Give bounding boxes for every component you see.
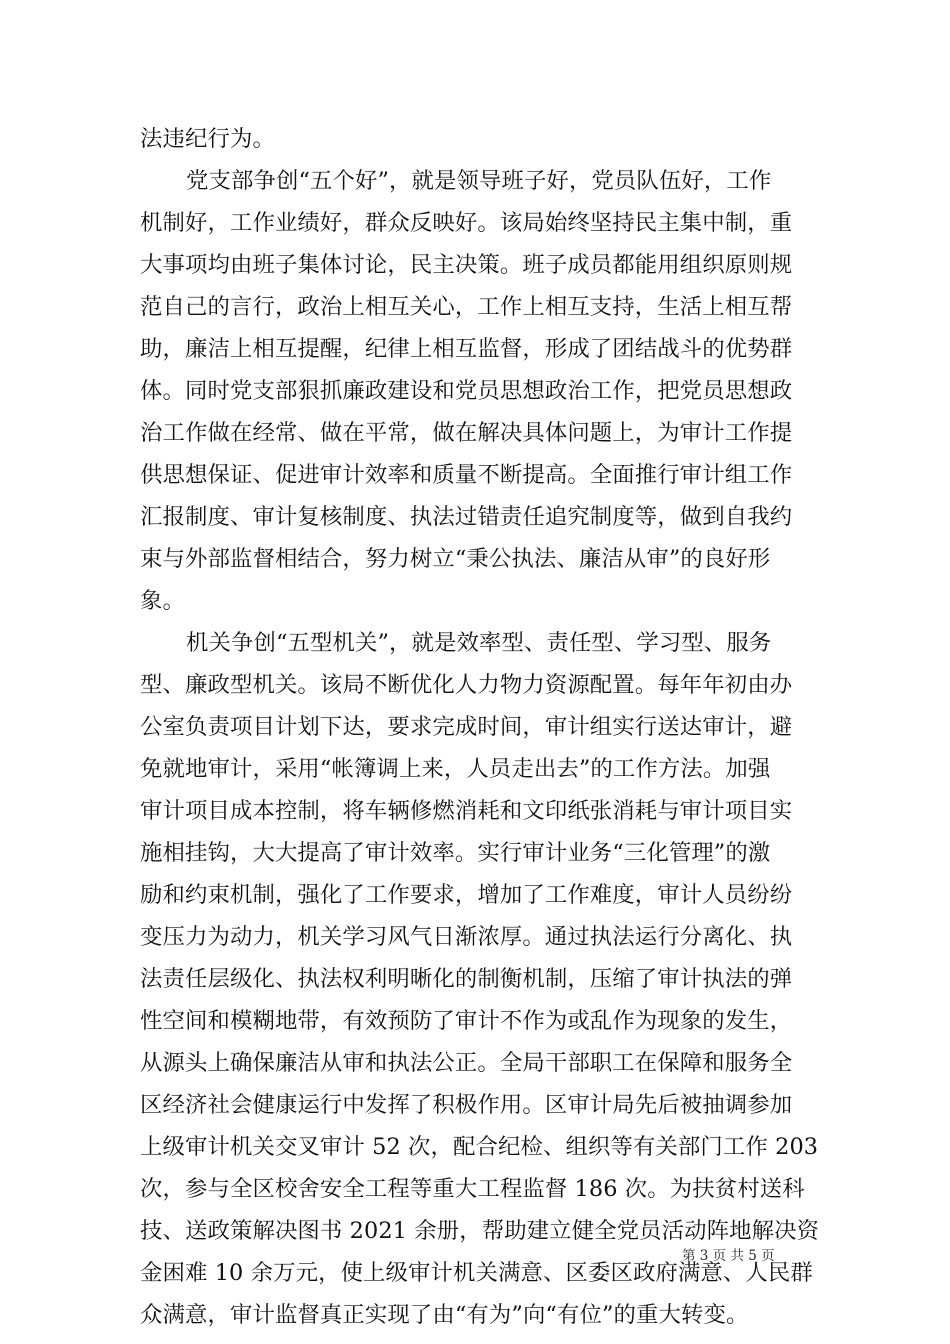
text-line-6: 助，廉洁上相互提醒，纪律上相互监督，形成了团结战斗的优势群	[140, 336, 793, 362]
text-line-22: 性空间和模糊地带，有效预防了审计不作为或乱作为现象的发生，	[140, 1008, 793, 1034]
text-line-18: 施相挂钩，大大提高了审计效率。实行审计业务“三化管理”的激	[140, 840, 771, 866]
text-line-10: 汇报制度、审计复核制度、执法过错责任追究制度等，做到自我约	[140, 504, 793, 530]
text-line-5: 范自己的言行，政治上相互关心，工作上相互支持，生活上相互帮	[140, 294, 793, 320]
text-line-21: 法责任层级化、执法权利明晰化的制衡机制，压缩了审计执法的弹	[140, 966, 793, 992]
text-line-29: 众满意，审计监督真正实现了由“有为”向“有位”的重大转变。	[140, 1302, 749, 1328]
text-line-12: 象。	[140, 588, 185, 614]
page-number-footer: 第 3 页 共 5 页	[682, 1248, 775, 1264]
text-line-13: 机关争创“五型机关”，就是效率型、责任型、学习型、服务	[186, 630, 772, 656]
text-line-7: 体。同时党支部狠抓廉政建设和党员思想政治工作，把党员思想政	[140, 378, 793, 404]
text-line-20: 变压力为动力，机关学习风气日渐浓厚。通过执法运行分离化、执	[140, 924, 793, 950]
body-text	[140, 118, 820, 1336]
text-line-26: 次，参与全区校舍安全工程等重大工程监督 186 次。为扶贫村送科	[140, 1176, 805, 1202]
text-line-19: 励和约束机制，强化了工作要求，增加了工作难度，审计人员纷纷	[140, 882, 793, 908]
text-line-11: 束与外部监督相结合，努力树立“秉公执法、廉洁从审”的良好形	[140, 546, 771, 572]
text-line-4: 大事项均由班子集体讨论，民主决策。班子成员都能用组织原则规	[140, 252, 793, 278]
text-line-28: 金困难 10 余万元，使上级审计机关满意、区委区政府满意、人民群	[140, 1260, 813, 1286]
text-line-27: 技、送政策解决图书 2021 余册，帮助建立健全党员活动阵地解决资	[140, 1218, 820, 1244]
text-line-1: 法违纪行为。	[140, 126, 275, 152]
text-line-8: 治工作做在经常、做在平常，做在解决具体问题上，为审计工作提	[140, 420, 793, 446]
text-line-2: 党支部争创“五个好”，就是领导班子好，党员队伍好，工作	[186, 168, 772, 194]
text-line-16: 免就地审计，采用“帐簿调上来，人员走出去”的工作方法。加强	[140, 756, 771, 782]
text-line-24: 区经济社会健康运行中发挥了积极作用。区审计局先后被抽调参加	[140, 1092, 793, 1118]
text-line-9: 供思想保证、促进审计效率和质量不断提高。全面推行审计组工作	[140, 462, 793, 488]
text-line-15: 公室负责项目计划下达，要求完成时间，审计组实行送达审计，避	[140, 714, 793, 740]
text-line-14: 型、廉政型机关。该局不断优化人力物力资源配置。每年年初由办	[140, 672, 793, 698]
text-line-3: 机制好，工作业绩好，群众反映好。该局始终坚持民主集中制，重	[140, 210, 793, 236]
text-line-25: 上级审计机关交叉审计 52 次，配合纪检、组织等有关部门工作 203	[140, 1134, 819, 1160]
text-line-23: 从源头上确保廉洁从审和执法公正。全局干部职工在保障和服务全	[140, 1050, 793, 1076]
text-line-17: 审计项目成本控制，将车辆修燃消耗和文印纸张消耗与审计项目实	[140, 798, 793, 824]
